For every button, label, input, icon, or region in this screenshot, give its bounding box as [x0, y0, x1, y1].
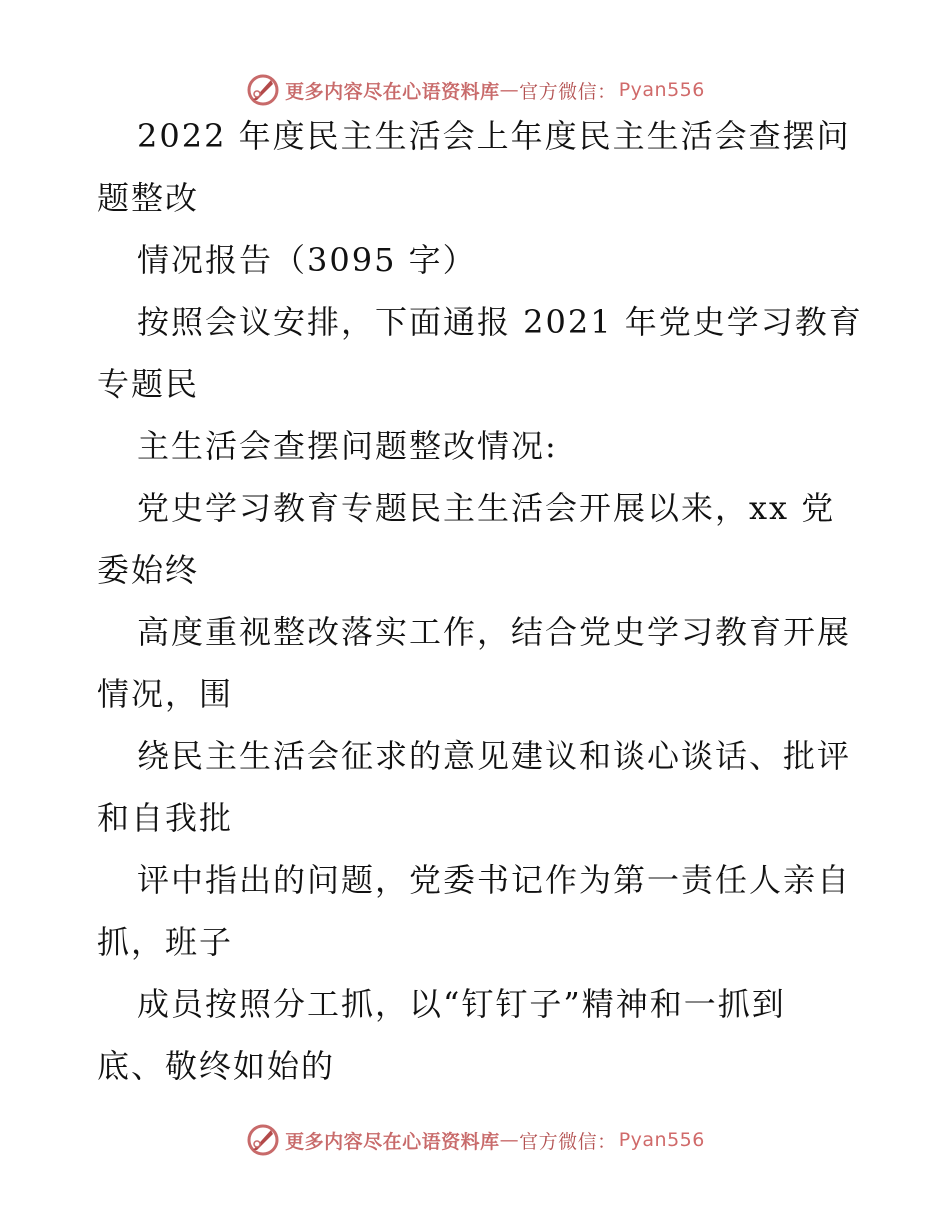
quill-logo-icon	[245, 1122, 281, 1158]
text-line: 抓，班子	[97, 923, 234, 961]
text-line: 按照会议安排，下面通报 2021 年党史学习教育	[137, 303, 863, 341]
watermark-text	[285, 1127, 705, 1154]
watermark-wechat-id: Pyan556	[618, 79, 705, 101]
text-line: 底、敬终如始的	[97, 1047, 336, 1085]
watermark-main-text: 更多内容尽在心语资料库	[285, 1130, 500, 1153]
text-line: 高度重视整改落实工作，结合党史学习教育开展	[137, 613, 852, 651]
text-line: 委始终	[97, 551, 200, 589]
text-line: 成员按照分工抓，以“钉钉子”精神和一抓到	[137, 985, 786, 1023]
text-line: 党史学习教育专题民主生活会开展以来，xx 党	[137, 489, 836, 527]
text-line: 主生活会查摆问题整改情况:	[137, 427, 558, 465]
text-line: 题整改	[97, 179, 200, 217]
quill-logo-icon	[245, 72, 281, 108]
header-watermark	[0, 70, 950, 110]
watermark-official-label: 官方微信：	[519, 80, 617, 103]
text-line: 情况，围	[97, 675, 234, 713]
watermark-dash: —	[499, 79, 520, 101]
text-line: 2022 年度民主生活会上年度民主生活会查摆问	[137, 117, 851, 155]
watermark-main-text: 更多内容尽在心语资料库	[285, 80, 500, 103]
text-line: 情况报告（3095 字）	[137, 241, 477, 279]
text-line: 和自我批	[97, 799, 234, 837]
watermark-text	[285, 77, 705, 104]
watermark-wechat-id: Pyan556	[618, 1129, 705, 1151]
document-body	[97, 117, 863, 1085]
watermark-official-label: 官方微信：	[519, 1130, 617, 1153]
text-line: 绕民主生活会征求的意见建议和谈心谈话、批评	[137, 737, 852, 775]
text-line: 评中指出的问题，党委书记作为第一责任人亲自	[137, 861, 852, 899]
watermark-dash: —	[499, 1129, 520, 1151]
footer-watermark	[0, 1120, 950, 1160]
text-line: 专题民	[97, 365, 200, 403]
